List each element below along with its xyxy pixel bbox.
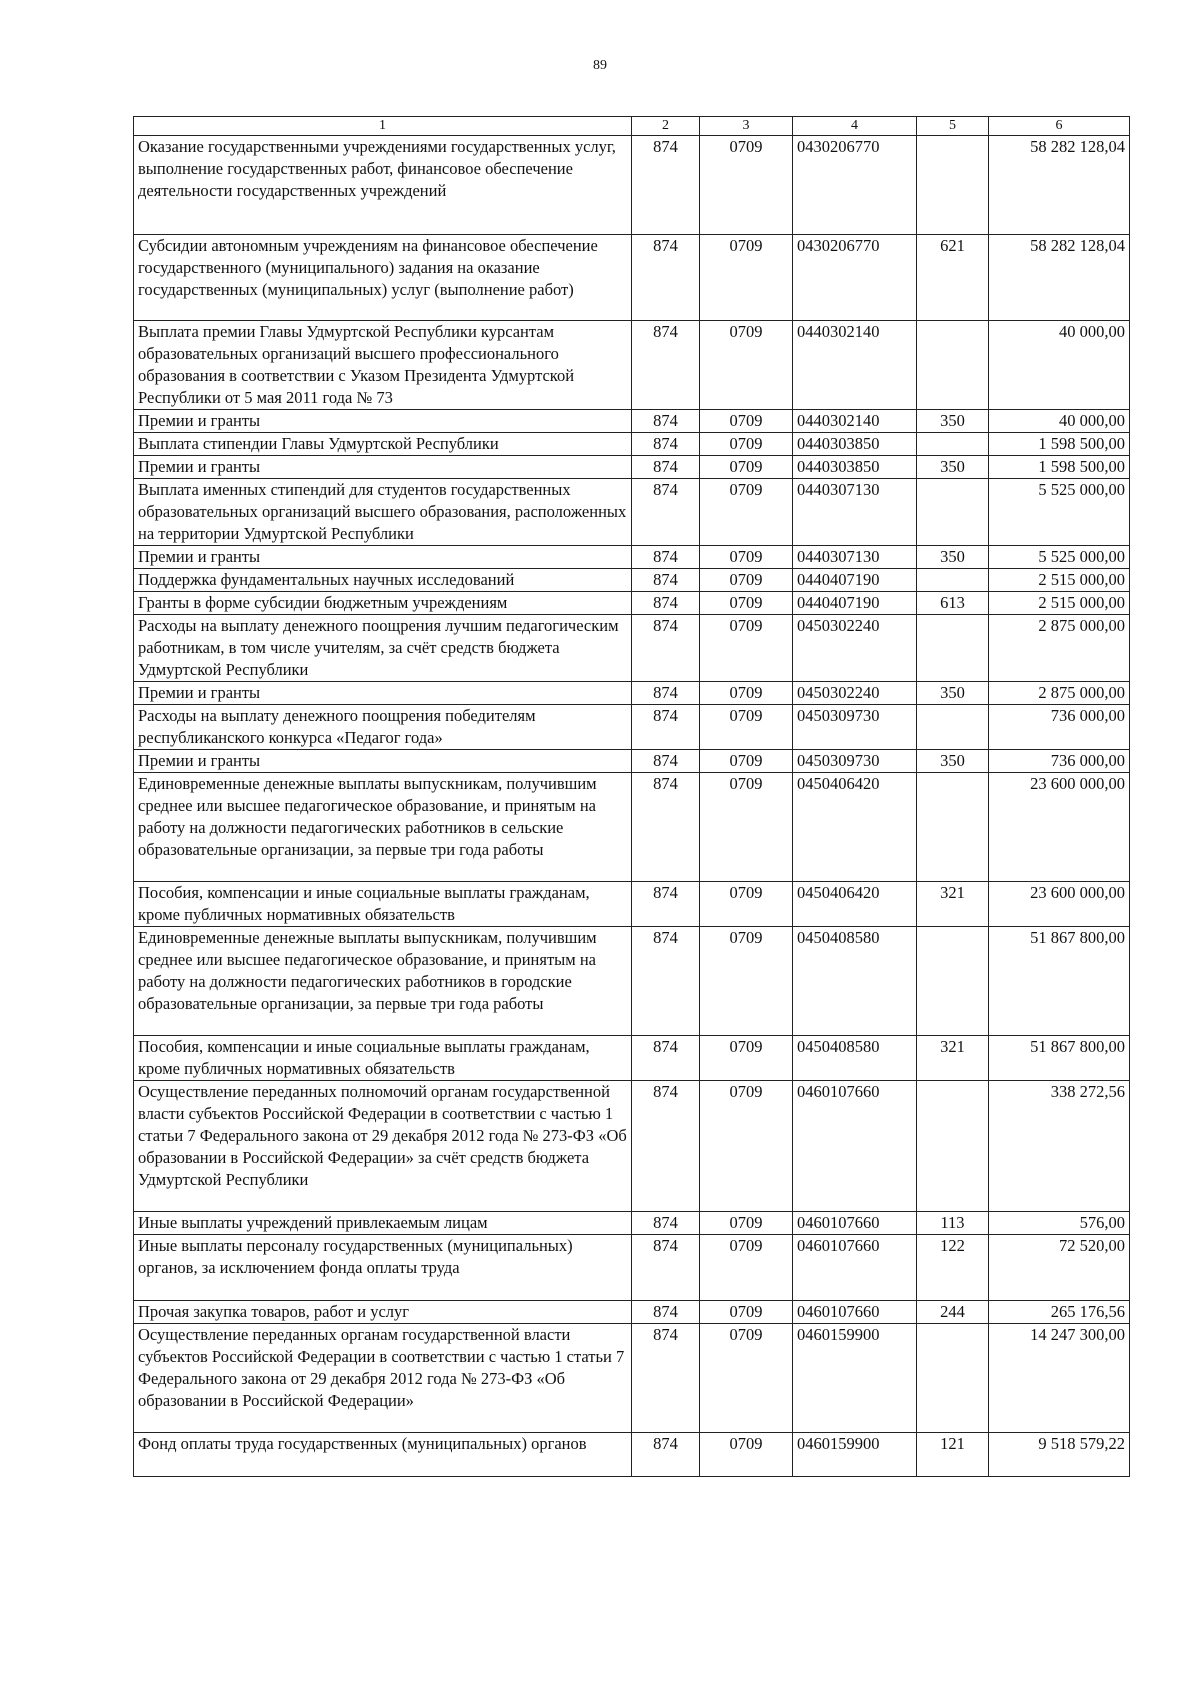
cell-description: Иные выплаты учреждений привлекаемым лицам (134, 1212, 632, 1235)
cell-description: Осуществление переданных органам государственной власти субъектов Российской Федерации в соответствии с частью 1 статьи 7 Федерального закона от 29 декабря 2012 года № 273-ФЗ «Об образовании в Российской Федерации» (134, 1324, 632, 1433)
cell-col-6: 51 867 800,00 (989, 927, 1130, 1036)
cell-col-5 (917, 773, 989, 882)
cell-col-2: 874 (632, 750, 700, 773)
cell-description: Единовременные денежные выплаты выпускникам, получившим среднее или высшее педагогическое образование, и принятым на работу на должности педагогических работников в городские образовательные организации, за первые три года работы (134, 927, 632, 1036)
cell-col-2: 874 (632, 1324, 700, 1433)
cell-col-3: 0709 (700, 1301, 793, 1324)
cell-col-6: 2 515 000,00 (989, 592, 1130, 615)
cell-col-4: 0440407190 (793, 569, 917, 592)
cell-col-3: 0709 (700, 235, 793, 321)
cell-col-2: 874 (632, 927, 700, 1036)
cell-col-6: 736 000,00 (989, 750, 1130, 773)
cell-col-4: 0450302240 (793, 615, 917, 682)
cell-description: Пособия, компенсации и иные социальные выплаты гражданам, кроме публичных нормативных обязательств (134, 882, 632, 927)
cell-col-5 (917, 479, 989, 546)
cell-col-2: 874 (632, 1036, 700, 1081)
header-col-3: 3 (700, 117, 793, 136)
cell-col-5 (917, 927, 989, 1036)
header-col-4: 4 (793, 117, 917, 136)
cell-col-4: 0450309730 (793, 750, 917, 773)
cell-col-2: 874 (632, 479, 700, 546)
cell-col-2: 874 (632, 682, 700, 705)
cell-description: Фонд оплаты труда государственных (муниципальных) органов (134, 1433, 632, 1477)
cell-col-3: 0709 (700, 1081, 793, 1212)
cell-col-3: 0709 (700, 882, 793, 927)
header-row (134, 117, 1130, 136)
cell-col-4: 0450408580 (793, 1036, 917, 1081)
cell-col-3: 0709 (700, 136, 793, 235)
cell-col-5: 122 (917, 1235, 989, 1301)
cell-col-4: 0450309730 (793, 705, 917, 750)
cell-description: Субсидии автономным учреждениям на финансовое обеспечение государственного (муниципального) задания на оказание государственных (муниципальных) услуг (выполнение работ) (134, 235, 632, 321)
cell-col-4: 0450406420 (793, 882, 917, 927)
cell-col-2: 874 (632, 1433, 700, 1477)
table-row (134, 1433, 1130, 1477)
cell-col-4: 0430206770 (793, 235, 917, 321)
cell-col-4: 0440303850 (793, 456, 917, 479)
cell-col-2: 874 (632, 773, 700, 882)
cell-col-2: 874 (632, 235, 700, 321)
cell-col-2: 874 (632, 615, 700, 682)
cell-col-3: 0709 (700, 1036, 793, 1081)
cell-col-6: 576,00 (989, 1212, 1130, 1235)
cell-col-3: 0709 (700, 592, 793, 615)
table-row (134, 615, 1130, 682)
cell-col-6: 23 600 000,00 (989, 773, 1130, 882)
cell-col-4: 0450408580 (793, 927, 917, 1036)
cell-col-3: 0709 (700, 321, 793, 410)
table-row (134, 1081, 1130, 1212)
cell-col-2: 874 (632, 592, 700, 615)
cell-col-6: 2 875 000,00 (989, 615, 1130, 682)
cell-col-4: 0460159900 (793, 1324, 917, 1433)
cell-col-4: 0450302240 (793, 682, 917, 705)
cell-col-4: 0430206770 (793, 136, 917, 235)
cell-col-2: 874 (632, 569, 700, 592)
cell-col-6: 23 600 000,00 (989, 882, 1130, 927)
table-row (134, 479, 1130, 546)
cell-description: Премии и гранты (134, 546, 632, 569)
cell-col-6: 40 000,00 (989, 321, 1130, 410)
cell-col-3: 0709 (700, 705, 793, 750)
cell-col-2: 874 (632, 1235, 700, 1301)
cell-col-3: 0709 (700, 927, 793, 1036)
cell-col-3: 0709 (700, 1433, 793, 1477)
cell-col-6: 736 000,00 (989, 705, 1130, 750)
cell-col-6: 2 515 000,00 (989, 569, 1130, 592)
header-col-1: 1 (134, 117, 632, 136)
cell-col-5 (917, 705, 989, 750)
cell-col-3: 0709 (700, 410, 793, 433)
cell-col-4: 0460107660 (793, 1212, 917, 1235)
cell-description: Иные выплаты персоналу государственных (муниципальных) органов, за исключением фонда оплаты труда (134, 1235, 632, 1301)
cell-col-5: 350 (917, 682, 989, 705)
cell-col-3: 0709 (700, 1235, 793, 1301)
cell-col-4: 0440302140 (793, 410, 917, 433)
cell-col-5: 621 (917, 235, 989, 321)
table-row (134, 750, 1130, 773)
cell-col-5: 350 (917, 750, 989, 773)
table-row (134, 235, 1130, 321)
cell-col-2: 874 (632, 705, 700, 750)
cell-col-5: 350 (917, 410, 989, 433)
table-row (134, 1036, 1130, 1081)
cell-description: Премии и гранты (134, 682, 632, 705)
cell-col-2: 874 (632, 136, 700, 235)
cell-col-6: 51 867 800,00 (989, 1036, 1130, 1081)
cell-col-5: 613 (917, 592, 989, 615)
budget-table (133, 116, 1130, 1477)
table-row (134, 1212, 1130, 1235)
table-row (134, 927, 1130, 1036)
cell-col-6: 40 000,00 (989, 410, 1130, 433)
table-row (134, 321, 1130, 410)
cell-description: Премии и гранты (134, 410, 632, 433)
table-row (134, 773, 1130, 882)
cell-col-4: 0460107660 (793, 1081, 917, 1212)
cell-col-3: 0709 (700, 569, 793, 592)
cell-description: Единовременные денежные выплаты выпускникам, получившим среднее или высшее педагогическое образование, и принятым на работу на должности педагогических работников в сельские образовательные организации, за первые три года работы (134, 773, 632, 882)
cell-description: Поддержка фундаментальных научных исследований (134, 569, 632, 592)
cell-description: Выплата именных стипендий для студентов государственных образовательных организаций высшего образования, расположенных на территории Удмуртской Республики (134, 479, 632, 546)
cell-col-3: 0709 (700, 1324, 793, 1433)
cell-col-6: 338 272,56 (989, 1081, 1130, 1212)
cell-col-6: 9 518 579,22 (989, 1433, 1130, 1477)
cell-col-5: 350 (917, 546, 989, 569)
cell-col-3: 0709 (700, 456, 793, 479)
cell-col-6: 58 282 128,04 (989, 136, 1130, 235)
cell-col-3: 0709 (700, 433, 793, 456)
cell-col-2: 874 (632, 321, 700, 410)
cell-col-5: 121 (917, 1433, 989, 1477)
cell-col-6: 14 247 300,00 (989, 1324, 1130, 1433)
cell-col-5: 113 (917, 1212, 989, 1235)
cell-col-4: 0440307130 (793, 479, 917, 546)
cell-col-2: 874 (632, 1212, 700, 1235)
cell-col-3: 0709 (700, 773, 793, 882)
cell-col-3: 0709 (700, 750, 793, 773)
cell-col-6: 265 176,56 (989, 1301, 1130, 1324)
cell-col-5 (917, 569, 989, 592)
cell-description: Расходы на выплату денежного поощрения лучшим педагогическим работникам, в том числе учителям, за счёт средств бюджета Удмуртской Республики (134, 615, 632, 682)
table-row (134, 433, 1130, 456)
cell-col-3: 0709 (700, 682, 793, 705)
header-col-6: 6 (989, 117, 1130, 136)
cell-col-3: 0709 (700, 615, 793, 682)
cell-col-5: 244 (917, 1301, 989, 1324)
cell-col-2: 874 (632, 882, 700, 927)
cell-description: Пособия, компенсации и иные социальные выплаты гражданам, кроме публичных нормативных обязательств (134, 1036, 632, 1081)
cell-description: Премии и гранты (134, 750, 632, 773)
cell-col-3: 0709 (700, 1212, 793, 1235)
table-row (134, 569, 1130, 592)
cell-col-5 (917, 1324, 989, 1433)
table-row (134, 1324, 1130, 1433)
cell-col-4: 0460107660 (793, 1301, 917, 1324)
cell-description: Премии и гранты (134, 456, 632, 479)
table-body (134, 136, 1130, 1477)
cell-col-4: 0440303850 (793, 433, 917, 456)
table-row (134, 682, 1130, 705)
cell-col-6: 1 598 500,00 (989, 433, 1130, 456)
table-row (134, 1301, 1130, 1324)
cell-col-4: 0450406420 (793, 773, 917, 882)
cell-col-2: 874 (632, 456, 700, 479)
cell-col-3: 0709 (700, 479, 793, 546)
cell-description: Гранты в форме субсидии бюджетным учреждениям (134, 592, 632, 615)
table-row (134, 592, 1130, 615)
table-row (134, 456, 1130, 479)
cell-col-6: 1 598 500,00 (989, 456, 1130, 479)
cell-col-2: 874 (632, 433, 700, 456)
table-row (134, 705, 1130, 750)
table-row (134, 882, 1130, 927)
cell-col-5: 321 (917, 882, 989, 927)
table-row (134, 546, 1130, 569)
header-col-2: 2 (632, 117, 700, 136)
cell-col-4: 0460159900 (793, 1433, 917, 1477)
cell-col-5 (917, 321, 989, 410)
cell-description: Выплата стипендии Главы Удмуртской Республики (134, 433, 632, 456)
cell-col-4: 0440407190 (793, 592, 917, 615)
cell-col-2: 874 (632, 1081, 700, 1212)
cell-col-2: 874 (632, 1301, 700, 1324)
header-col-5: 5 (917, 117, 989, 136)
table-row (134, 410, 1130, 433)
cell-col-4: 0440307130 (793, 546, 917, 569)
cell-col-5 (917, 433, 989, 456)
table-row (134, 136, 1130, 235)
cell-col-6: 5 525 000,00 (989, 479, 1130, 546)
cell-col-4: 0440302140 (793, 321, 917, 410)
cell-col-5 (917, 615, 989, 682)
cell-col-6: 2 875 000,00 (989, 682, 1130, 705)
cell-description: Расходы на выплату денежного поощрения победителям республиканского конкурса «Педагог года» (134, 705, 632, 750)
cell-col-6: 72 520,00 (989, 1235, 1130, 1301)
cell-col-2: 874 (632, 410, 700, 433)
cell-description: Осуществление переданных полномочий органам государственной власти субъектов Российской Федерации в соответствии с частью 1 статьи 7 Федерального закона от 29 декабря 2012 года № 273-ФЗ «Об образовании в Российской Федерации» за счёт средств бюджета Удмуртской Республики (134, 1081, 632, 1212)
cell-description: Прочая закупка товаров, работ и услуг (134, 1301, 632, 1324)
cell-col-4: 0460107660 (793, 1235, 917, 1301)
cell-description: Выплата премии Главы Удмуртской Республики курсантам образовательных организаций высшего профессионального образования в соответствии с Указом Президента Удмуртской Республики от 5 мая 2011 года № 73 (134, 321, 632, 410)
cell-col-5: 350 (917, 456, 989, 479)
table-row (134, 1235, 1130, 1301)
cell-col-3: 0709 (700, 546, 793, 569)
cell-col-6: 58 282 128,04 (989, 235, 1130, 321)
cell-col-5 (917, 136, 989, 235)
cell-col-2: 874 (632, 546, 700, 569)
cell-col-5: 321 (917, 1036, 989, 1081)
cell-col-5 (917, 1081, 989, 1212)
cell-col-6: 5 525 000,00 (989, 546, 1130, 569)
page-number: 89 (593, 58, 607, 73)
cell-description: Оказание государственными учреждениями государственных услуг, выполнение государственных работ, финансовое обеспечение деятельности государственных учреждений (134, 136, 632, 235)
